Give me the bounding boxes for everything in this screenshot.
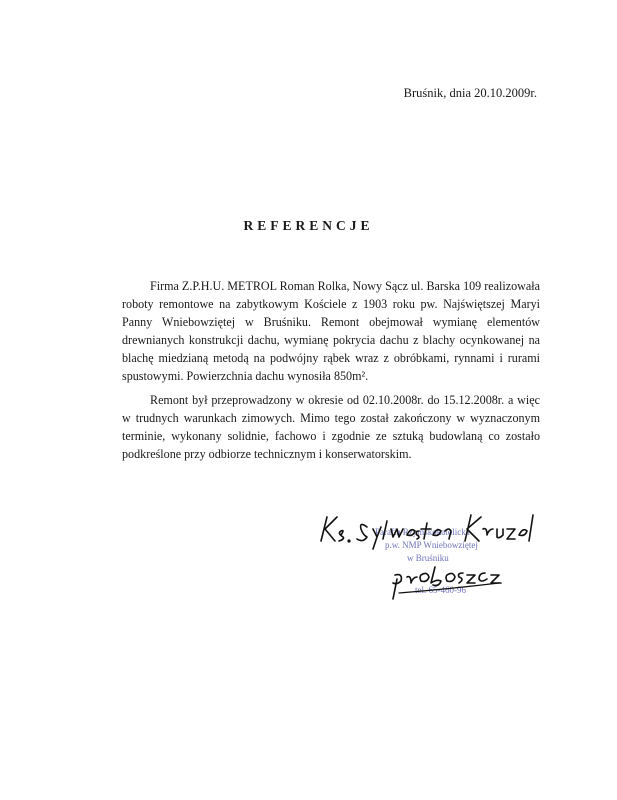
date-line: Bruśnik, dnia 20.10.2009r. [403, 86, 537, 100]
stamp-line: Parafia Rzymskokatolicka [375, 527, 470, 537]
document-body [122, 277, 540, 469]
handwritten-signature [315, 505, 555, 615]
stamp-line: tel. 65-460-96 [415, 585, 466, 595]
stamp-and-signature [315, 505, 555, 615]
body-paragraph: Remont był przeprowadzony w okresie od 02.10.2008r. do 15.12.2008r. a więc w trudnych warunkach zimowych. Mimo tego został zakończony w wyznaczonym terminie, wykonany solidnie, fachowo i zgodnie ze sztuką budowlaną co zostało podkreślone przy odbiorze technicznym i konserwatorskim. [122, 393, 540, 461]
document-title: REFERENCJE [243, 218, 374, 233]
stamp-line: w Bruśniku [407, 553, 449, 563]
stamp-line: p.w. NMP Wniebowziętej [385, 540, 478, 550]
body-paragraph: Firma Z.P.H.U. METROL Roman Rolka, Nowy Sącz ul. Barska 109 realizowała roboty remontowe na zabytkowym Kościele z 1903 roku pw. Najświętszej Maryi Panny Wniebowziętej w Bruśniku. Remont obejmował wymianę elementów drewnianych konstrukcji dachu, wymianę pokrycia dachu z blachy ocynkowanej na blachę miedzianą metodą na podwójny rąbek wraz z obróbkami, rynnami i rurami spustowymi. Powierzchnia dachu wynosiła 850m². [122, 279, 540, 383]
